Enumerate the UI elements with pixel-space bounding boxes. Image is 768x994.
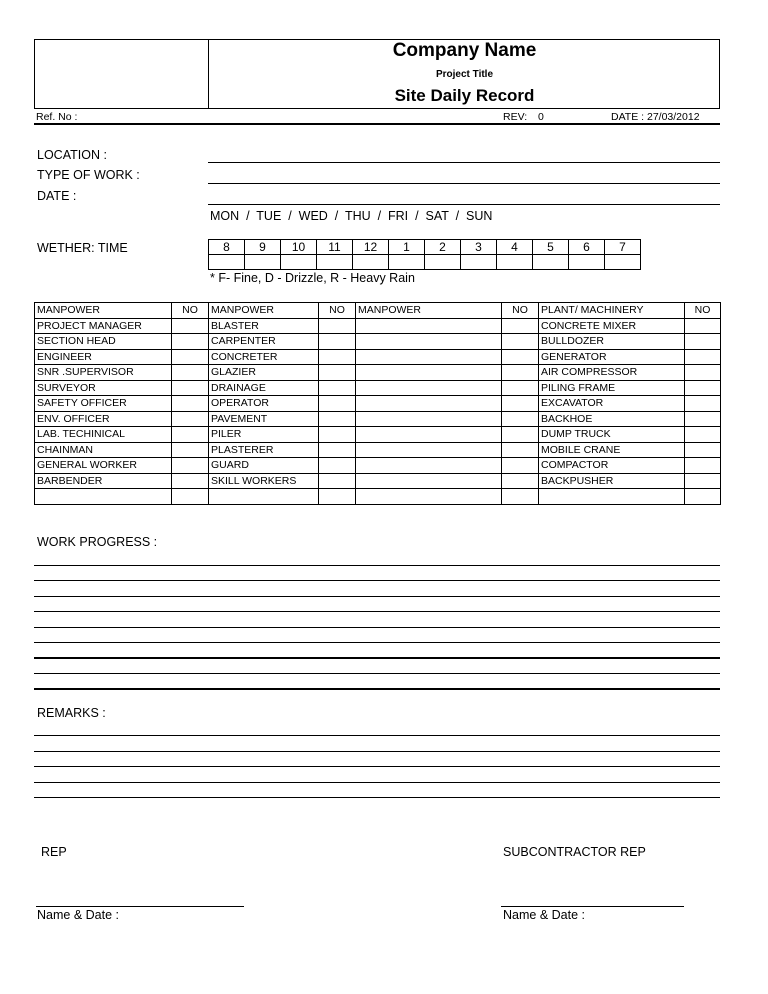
count-cell[interactable]	[502, 473, 539, 489]
weather-time-label: WETHER: TIME	[37, 241, 128, 255]
manpower-role	[35, 489, 172, 505]
count-cell[interactable]	[685, 458, 721, 474]
machinery-item: AIR COMPRESSOR	[539, 365, 685, 381]
manpower-role: BARBENDER	[35, 473, 172, 489]
remarks-line[interactable]	[34, 797, 720, 798]
machinery-item: CONCRETE MIXER	[539, 318, 685, 334]
remarks-line[interactable]	[34, 782, 720, 783]
resources-header-row	[35, 303, 721, 319]
resources-table	[34, 302, 721, 505]
weekday-selector[interactable]: MON / TUE / WED / THU / FRI / SAT / SUN	[210, 209, 493, 223]
column-header: NO	[319, 303, 356, 319]
count-cell[interactable]	[172, 380, 209, 396]
weather-table	[208, 239, 641, 270]
count-cell[interactable]	[685, 365, 721, 381]
manpower-role[interactable]	[356, 349, 502, 365]
hour-cell: 2	[425, 240, 461, 255]
count-cell[interactable]	[172, 458, 209, 474]
work-progress-line[interactable]	[34, 611, 720, 612]
rev-label: REV:	[503, 111, 528, 123]
count-cell[interactable]	[319, 442, 356, 458]
resources-row	[35, 411, 721, 427]
count-cell[interactable]	[502, 427, 539, 443]
hour-cell: 7	[605, 240, 641, 255]
manpower-role: CONCRETER	[209, 349, 319, 365]
manpower-role: GENERAL WORKER	[35, 458, 172, 474]
resources-row	[35, 334, 721, 350]
weather-entry-cell[interactable]	[425, 255, 461, 270]
count-cell[interactable]	[172, 411, 209, 427]
count-cell[interactable]	[685, 380, 721, 396]
hour-cell: 8	[209, 240, 245, 255]
weather-entry-cell[interactable]	[389, 255, 425, 270]
weather-entry-cell[interactable]	[281, 255, 317, 270]
hour-cell: 4	[497, 240, 533, 255]
count-cell[interactable]	[319, 349, 356, 365]
weather-entry-row	[209, 255, 641, 270]
count-cell[interactable]	[685, 411, 721, 427]
manpower-role[interactable]	[356, 380, 502, 396]
count-cell[interactable]	[172, 473, 209, 489]
date-value: DATE : 27/03/2012	[611, 111, 700, 123]
count-cell[interactable]	[319, 334, 356, 350]
weather-entry-cell[interactable]	[245, 255, 281, 270]
manpower-role: SURVEYOR	[35, 380, 172, 396]
rep-label: REP	[41, 845, 67, 859]
record-title: Site Daily Record	[394, 86, 535, 105]
manpower-role: GLAZIER	[209, 365, 319, 381]
count-cell[interactable]	[319, 380, 356, 396]
manpower-role: DRAINAGE	[209, 380, 319, 396]
work-progress-line[interactable]	[34, 565, 720, 566]
manpower-role: SAFETY OFFICER	[35, 396, 172, 412]
rev-value: 0	[538, 111, 544, 123]
count-cell[interactable]	[319, 396, 356, 412]
manpower-role[interactable]	[356, 396, 502, 412]
manpower-role[interactable]	[356, 334, 502, 350]
count-cell[interactable]	[172, 427, 209, 443]
work-progress-line[interactable]	[34, 673, 720, 674]
column-header: NO	[502, 303, 539, 319]
company-name: Company Name	[392, 40, 537, 61]
hour-cell: 5	[533, 240, 569, 255]
count-cell[interactable]	[172, 318, 209, 334]
column-header: PLANT/ MACHINERY	[539, 303, 685, 319]
hour-cell: 10	[281, 240, 317, 255]
count-cell[interactable]	[172, 396, 209, 412]
subcontractor-name-date-label: Name & Date :	[503, 908, 585, 922]
hour-cell: 1	[389, 240, 425, 255]
type-of-work-label: TYPE OF WORK :	[37, 168, 140, 182]
work-progress-label: WORK PROGRESS :	[37, 535, 158, 549]
weather-entry-cell[interactable]	[317, 255, 353, 270]
count-cell[interactable]	[172, 365, 209, 381]
manpower-role[interactable]	[356, 411, 502, 427]
count-cell[interactable]	[319, 458, 356, 474]
count-cell[interactable]	[685, 318, 721, 334]
manpower-role: ENV. OFFICER	[35, 411, 172, 427]
weather-entry-cell[interactable]	[497, 255, 533, 270]
hour-cell: 9	[245, 240, 281, 255]
count-cell[interactable]	[502, 442, 539, 458]
manpower-role[interactable]	[356, 318, 502, 334]
work-progress-line[interactable]	[34, 580, 720, 581]
machinery-item: MOBILE CRANE	[539, 442, 685, 458]
rep-name-date-label: Name & Date :	[37, 908, 119, 922]
manpower-role: PROJECT MANAGER	[35, 318, 172, 334]
count-cell[interactable]	[685, 396, 721, 412]
work-progress-line[interactable]	[34, 642, 720, 643]
manpower-role: SKILL WORKERS	[209, 473, 319, 489]
date-label: DATE :	[37, 189, 77, 203]
count-cell[interactable]	[319, 427, 356, 443]
weather-entry-cell[interactable]	[605, 255, 641, 270]
manpower-role: PAVEMENT	[209, 411, 319, 427]
manpower-role[interactable]	[356, 427, 502, 443]
weather-entry-cell[interactable]	[353, 255, 389, 270]
resources-row	[35, 349, 721, 365]
subcontractor-rep-label: SUBCONTRACTOR REP	[503, 845, 646, 859]
machinery-item: BACKPUSHER	[539, 473, 685, 489]
work-progress-line[interactable]	[34, 627, 720, 628]
count-cell[interactable]	[172, 349, 209, 365]
weather-entry-cell[interactable]	[209, 255, 245, 270]
resources-row	[35, 473, 721, 489]
manpower-role[interactable]	[356, 365, 502, 381]
manpower-role: CHAINMAN	[35, 442, 172, 458]
manpower-role[interactable]	[356, 473, 502, 489]
count-cell[interactable]	[172, 442, 209, 458]
column-header: NO	[685, 303, 721, 319]
machinery-item: PILING FRAME	[539, 380, 685, 396]
work-progress-line[interactable]	[34, 657, 720, 659]
machinery-item: DUMP TRUCK	[539, 427, 685, 443]
weather-entry-cell[interactable]	[533, 255, 569, 270]
project-title: Project Title	[435, 69, 494, 80]
type-of-work-field[interactable]	[208, 183, 720, 184]
manpower-role: PILER	[209, 427, 319, 443]
resources-row	[35, 318, 721, 334]
count-cell[interactable]	[502, 334, 539, 350]
count-cell[interactable]	[685, 442, 721, 458]
manpower-role	[209, 489, 319, 505]
manpower-role: BLASTER	[209, 318, 319, 334]
rep-signature-line[interactable]	[36, 906, 244, 907]
machinery-item: BACKHOE	[539, 411, 685, 427]
count-cell[interactable]	[502, 365, 539, 381]
date-field[interactable]	[208, 204, 720, 205]
count-cell[interactable]	[319, 489, 356, 505]
count-cell[interactable]	[502, 349, 539, 365]
resources-row	[35, 489, 721, 505]
count-cell[interactable]	[502, 318, 539, 334]
resources-row	[35, 458, 721, 474]
hour-cell: 11	[317, 240, 353, 255]
count-cell[interactable]	[685, 427, 721, 443]
count-cell[interactable]	[502, 458, 539, 474]
manpower-role[interactable]	[356, 489, 502, 505]
count-cell[interactable]	[319, 318, 356, 334]
machinery-item: GENERATOR	[539, 349, 685, 365]
count-cell[interactable]	[502, 380, 539, 396]
weather-entry-cell[interactable]	[569, 255, 605, 270]
subcontractor-signature-line[interactable]	[501, 906, 684, 907]
count-cell[interactable]	[502, 411, 539, 427]
remarks-line[interactable]	[34, 766, 720, 767]
location-field[interactable]	[208, 162, 720, 163]
manpower-role: GUARD	[209, 458, 319, 474]
column-header: MANPOWER	[209, 303, 319, 319]
count-cell[interactable]	[319, 473, 356, 489]
column-header: MANPOWER	[35, 303, 172, 319]
count-cell[interactable]	[685, 349, 721, 365]
hour-cell: 3	[461, 240, 497, 255]
count-cell[interactable]	[502, 489, 539, 505]
work-progress-line[interactable]	[34, 688, 720, 690]
manpower-role: CARPENTER	[209, 334, 319, 350]
manpower-role: PLASTERER	[209, 442, 319, 458]
weather-hours-row	[209, 240, 641, 255]
resources-row	[35, 442, 721, 458]
manpower-role: SNR .SUPERVISOR	[35, 365, 172, 381]
count-cell[interactable]	[502, 396, 539, 412]
count-cell[interactable]	[172, 334, 209, 350]
resources-row	[35, 365, 721, 381]
count-cell[interactable]	[172, 489, 209, 505]
hour-cell: 6	[569, 240, 605, 255]
machinery-item: COMPACTOR	[539, 458, 685, 474]
column-header: NO	[172, 303, 209, 319]
count-cell[interactable]	[685, 334, 721, 350]
hour-cell: 12	[353, 240, 389, 255]
count-cell[interactable]	[319, 411, 356, 427]
count-cell[interactable]	[685, 473, 721, 489]
ref-no-label: Ref. No :	[36, 111, 78, 123]
resources-row	[35, 380, 721, 396]
remarks-line[interactable]	[34, 735, 720, 736]
work-progress-line[interactable]	[34, 596, 720, 597]
manpower-role: LAB. TECHINICAL	[35, 427, 172, 443]
machinery-item: BULLDOZER	[539, 334, 685, 350]
machinery-item: EXCAVATOR	[539, 396, 685, 412]
manpower-role: ENGINEER	[35, 349, 172, 365]
remarks-line[interactable]	[34, 751, 720, 752]
manpower-role: SECTION HEAD	[35, 334, 172, 350]
manpower-role[interactable]	[356, 458, 502, 474]
weather-legend: * F- Fine, D - Drizzle, R - Heavy Rain	[210, 271, 415, 285]
weather-entry-cell[interactable]	[461, 255, 497, 270]
count-cell[interactable]	[319, 365, 356, 381]
count-cell[interactable]	[685, 489, 721, 505]
manpower-role: OPERATOR	[209, 396, 319, 412]
column-header: MANPOWER	[356, 303, 502, 319]
location-label: LOCATION :	[37, 148, 107, 162]
resources-row	[35, 427, 721, 443]
machinery-item	[539, 489, 685, 505]
remarks-label: REMARKS :	[37, 706, 106, 720]
manpower-role[interactable]	[356, 442, 502, 458]
resources-row	[35, 396, 721, 412]
